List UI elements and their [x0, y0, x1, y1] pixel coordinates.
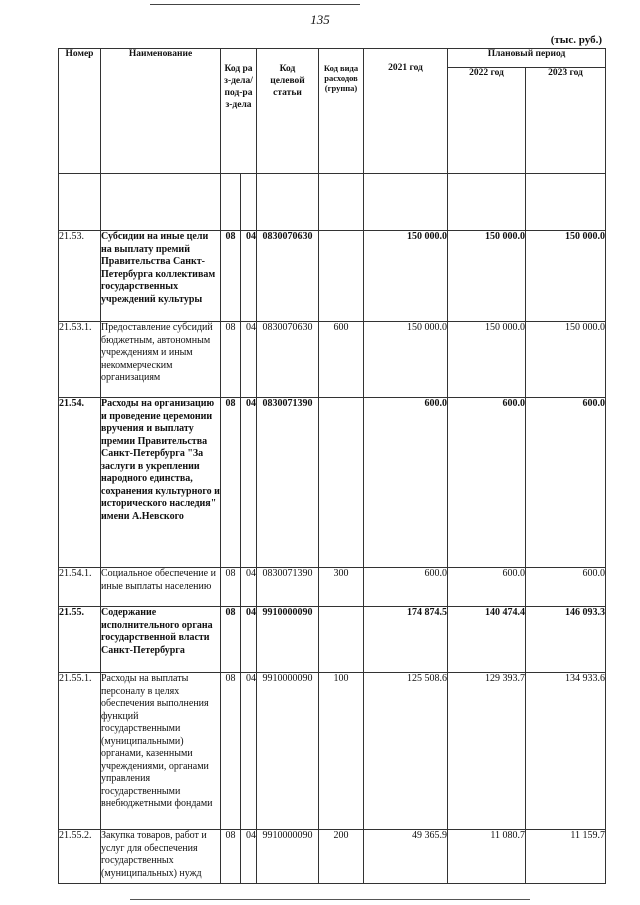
row-amount-2022: 11 080.7: [448, 830, 526, 884]
row-expense-code: 200: [319, 830, 364, 884]
row-name: Субсидии на иные цели на выплату премий Правительства Санкт-Петербурга коллективам государственных учреждений культуры: [101, 231, 221, 322]
header-name: Наименование: [101, 49, 221, 174]
header-section-code-text: Код раз-дела/ под-раз-дела: [224, 64, 253, 110]
row-target-code: 9910000090: [257, 673, 319, 830]
row-number: 21.53.: [59, 231, 101, 322]
row-amount-2021: 600.0: [364, 568, 448, 607]
unit-label: (тыс. руб.): [550, 34, 602, 46]
table-row: [59, 673, 606, 830]
row-amount-2021: 150 000.0: [364, 231, 448, 322]
row-amount-2023: 134 933.6: [526, 673, 606, 830]
row-amount-2021: 49 365.9: [364, 830, 448, 884]
row-section: 08: [221, 231, 241, 322]
row-expense-code: 300: [319, 568, 364, 607]
table-row: [59, 231, 606, 322]
row-section: 08: [221, 607, 241, 673]
row-amount-2021: 174 874.5: [364, 607, 448, 673]
row-subsection: 04: [241, 398, 257, 568]
row-expense-code: [319, 398, 364, 568]
header-planned-period: Плановый период: [448, 49, 606, 68]
row-amount-2021: 600.0: [364, 398, 448, 568]
header-expense-code: [319, 49, 364, 174]
table-row: [59, 830, 606, 884]
header-year-2023: 2023 год: [526, 67, 606, 173]
row-name: Расходы на выплаты персоналу в целях обеспечения выполнения функций государственными (муниципальными) органами, казенными учреждениями, органами управления государственными внебюджетными фондами: [101, 673, 221, 830]
row-target-code: 9910000090: [257, 830, 319, 884]
row-amount-2023: 600.0: [526, 568, 606, 607]
row-section: 08: [221, 322, 241, 398]
row-section: 08: [221, 673, 241, 830]
row-name: Предоставление субсидий бюджетным, автономным учреждениям и иным некоммерческим организациям: [101, 322, 221, 398]
bottom-rule: [130, 899, 530, 900]
row-name: Содержание исполнительного органа государственной власти Санкт-Петербурга: [101, 607, 221, 673]
row-amount-2023: 11 159.7: [526, 830, 606, 884]
row-amount-2023: 146 093.3: [526, 607, 606, 673]
top-rule: [150, 4, 360, 5]
row-section: 08: [221, 830, 241, 884]
row-subsection: 04: [241, 607, 257, 673]
header-target-code-text: Код целевой статьи: [270, 64, 305, 98]
header-target-code: [257, 49, 319, 174]
header-year-2021: 2021 год: [364, 49, 448, 174]
row-target-code: 0830070630: [257, 322, 319, 398]
header-year-2022: 2022 год: [448, 67, 526, 173]
column-numbering-row: [59, 174, 606, 231]
row-amount-2022: 150 000.0: [448, 322, 526, 398]
row-amount-2023: 600.0: [526, 398, 606, 568]
header-section-code: [221, 49, 257, 174]
row-amount-2023: 150 000.0: [526, 322, 606, 398]
row-amount-2022: 600.0: [448, 398, 526, 568]
table-row: [59, 568, 606, 607]
table-row: [59, 398, 606, 568]
row-subsection: 04: [241, 231, 257, 322]
row-amount-2021: 150 000.0: [364, 322, 448, 398]
row-expense-code: 100: [319, 673, 364, 830]
row-number: 21.55.1.: [59, 673, 101, 830]
row-target-code: 9910000090: [257, 607, 319, 673]
header-expense-code-text: Код вида расходов (группа): [323, 63, 359, 93]
row-amount-2022: 600.0: [448, 568, 526, 607]
row-subsection: 04: [241, 568, 257, 607]
row-number: 21.54.1.: [59, 568, 101, 607]
row-amount-2022: 140 474.4: [448, 607, 526, 673]
row-section: 08: [221, 398, 241, 568]
row-name: Социальное обеспечение и иные выплаты населению: [101, 568, 221, 607]
table-row: [59, 322, 606, 398]
row-target-code: 0830071390: [257, 398, 319, 568]
row-target-code: 0830070630: [257, 231, 319, 322]
row-name: Расходы на организацию и проведение церемонии вручения и выплату премии Правительства Санкт-Петербурга "За заслуги в укреплении народного единства, сохранения культурного и исторического наследия" имени А.Невского: [101, 398, 221, 568]
row-target-code: 0830071390: [257, 568, 319, 607]
row-subsection: 04: [241, 322, 257, 398]
row-section: 08: [221, 568, 241, 607]
row-expense-code: [319, 607, 364, 673]
row-subsection: 04: [241, 673, 257, 830]
row-number: 21.53.1.: [59, 322, 101, 398]
row-subsection: 04: [241, 830, 257, 884]
table-row: [59, 607, 606, 673]
header-number: Номер: [59, 49, 101, 174]
row-amount-2022: 150 000.0: [448, 231, 526, 322]
row-number: 21.55.: [59, 607, 101, 673]
row-expense-code: 600: [319, 322, 364, 398]
row-amount-2022: 129 393.7: [448, 673, 526, 830]
row-amount-2021: 125 508.6: [364, 673, 448, 830]
table-header-row: [59, 49, 606, 68]
row-expense-code: [319, 231, 364, 322]
row-number: 21.54.: [59, 398, 101, 568]
page-number: 135: [310, 12, 330, 27]
budget-table: [58, 48, 606, 884]
row-amount-2023: 150 000.0: [526, 231, 606, 322]
row-name: Закупка товаров, работ и услуг для обеспечения государственных (муниципальных) нужд: [101, 830, 221, 884]
row-number: 21.55.2.: [59, 830, 101, 884]
